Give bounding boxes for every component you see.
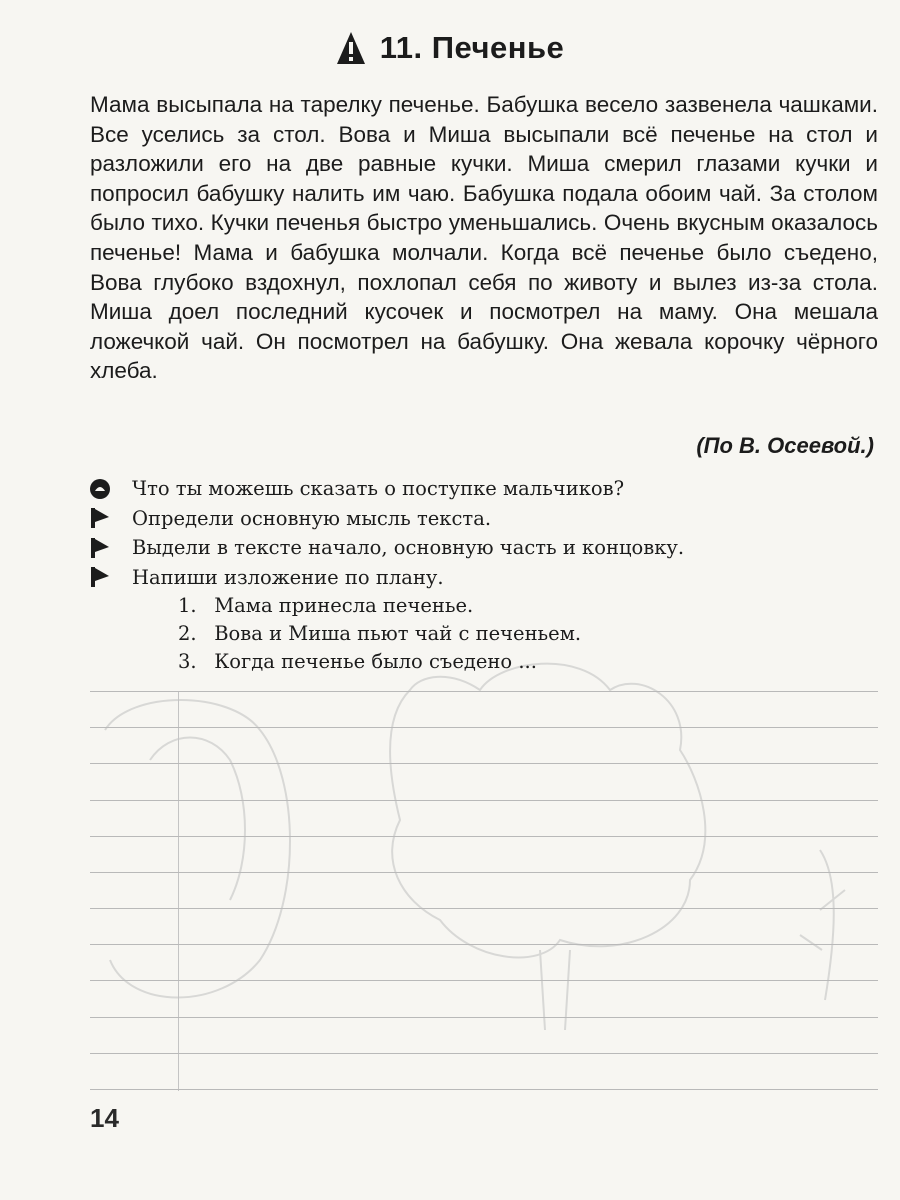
flag-pencil-icon [88, 565, 132, 589]
task-text: Что ты можешь сказать о поступке мальчиков? [132, 477, 625, 500]
plan-item [178, 620, 888, 648]
warning-triangle-icon [336, 31, 366, 65]
flag-pencil-icon [88, 506, 132, 530]
lesson-title [380, 30, 565, 66]
writing-area[interactable] [90, 691, 878, 1091]
plan-item-number: 2. [178, 622, 197, 645]
task-list [88, 474, 888, 676]
writing-line [90, 1017, 878, 1018]
task-text: Напиши изложение по плану. [132, 565, 444, 589]
writing-line [90, 800, 878, 801]
writing-line [90, 908, 878, 909]
writing-line [90, 763, 878, 764]
task-text: Выдели в тексте начало, основную часть и концовку. [132, 536, 685, 559]
writing-line [90, 1089, 878, 1090]
task-item [88, 474, 888, 504]
margin-line [178, 691, 179, 1091]
writing-line [90, 836, 878, 837]
plan-item-text: Вова и Миша пьют чай с печеньем. [214, 622, 582, 645]
writing-line [90, 1053, 878, 1054]
writing-line [90, 944, 878, 945]
plan-item-text: Мама принесла печенье. [214, 594, 474, 617]
page-number: 14 [90, 1103, 119, 1133]
plan-item-number: 1. [178, 594, 197, 617]
writing-line [90, 691, 878, 692]
task-item [88, 504, 888, 534]
task-item [88, 533, 888, 563]
plan-item [178, 592, 888, 620]
lesson-title-text: Печенье [431, 30, 565, 65]
writing-line [90, 980, 878, 981]
plan-list [178, 592, 888, 676]
writing-line [90, 727, 878, 728]
flag-pencil-icon [88, 536, 132, 560]
task-text: Определи основную мысль текста. [132, 506, 492, 530]
plan-item-number: 3. [178, 650, 197, 673]
story-text: Мама высыпала на тарелку печенье. Бабушка весело зазвенела чашками. Все уселись за стол. Вова и Миша высыпали всё печенье на стол и разложили его на две равные кучки. Миша смерил глазами кучки и попросил бабушку налить им чаю. Бабушка подала обоим чай. За столом было тихо. Кучки печенья быстро уменьшались. Очень вкусным оказалось печенье! Мама и бабушка молчали. Когда всё печенье было съедено, Вова глубоко вздохнул, похлопал себя по животу и вылез из-за стола. Миша доел последний кусочек и посмотрел на маму. Она мешала ложечкой чай. Он посмотрел на бабушку. Она жевала корочку чёрного хлеба. [90, 92, 878, 384]
writing-line [90, 872, 878, 873]
lesson-header [0, 30, 900, 66]
plan-item-text: Когда печенье было съедено ... [214, 650, 537, 673]
lesson-number: 11. [379, 30, 423, 65]
plan-item [178, 648, 888, 676]
story-attribution: (По В. Осеевой.) [696, 433, 874, 458]
speech-circle-icon [88, 477, 132, 501]
task-item [88, 563, 888, 593]
